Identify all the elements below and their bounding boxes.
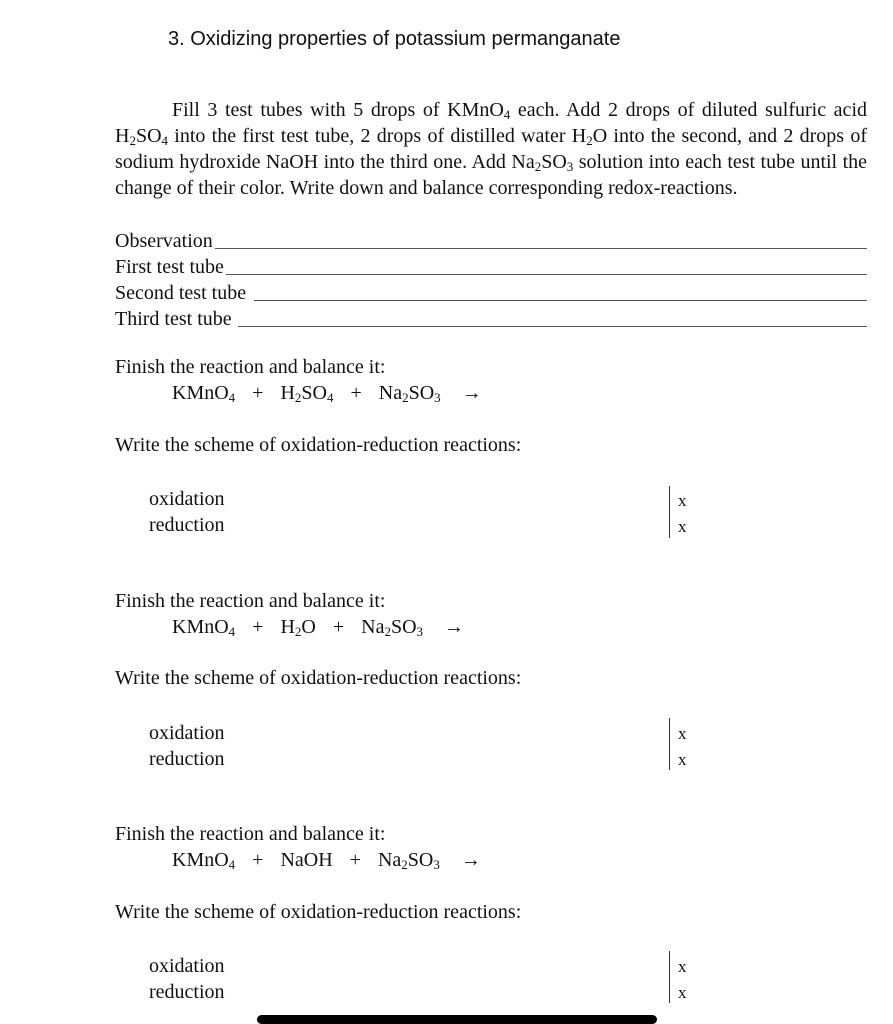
arrow-icon: → bbox=[444, 616, 465, 638]
arrow-icon: → bbox=[460, 849, 481, 871]
oxidation-label: oxidation bbox=[149, 488, 225, 510]
first-tube-line bbox=[226, 273, 867, 275]
observation-label: Observation bbox=[115, 230, 213, 252]
divider-1 bbox=[669, 486, 670, 538]
arrow-icon: → bbox=[461, 382, 482, 404]
x-marks-3: x x bbox=[678, 957, 687, 1002]
observation-field[interactable] bbox=[115, 227, 867, 253]
third-tube-field[interactable] bbox=[115, 305, 867, 331]
finish-label-2: Finish the reaction and balance it: bbox=[115, 590, 386, 612]
second-tube-label: Second test tube bbox=[115, 282, 247, 304]
reduction-label: reduction bbox=[149, 981, 225, 1003]
section-heading: 3. Oxidizing properties of potassium permanganate bbox=[168, 28, 621, 50]
finish-label-1: Finish the reaction and balance it: bbox=[115, 356, 386, 378]
observation-line bbox=[215, 247, 867, 249]
second-tube-field[interactable] bbox=[115, 279, 867, 305]
equation-2: KMnO$_4$ + $H_2O + Na_2SO_3$ → bbox=[172, 616, 465, 639]
x-marks-2: x x bbox=[678, 724, 687, 769]
second-tube-line bbox=[254, 299, 867, 301]
x-marks-1: x x bbox=[678, 491, 687, 536]
third-tube-label: Third test tube bbox=[115, 308, 232, 330]
reduction-label: reduction bbox=[149, 514, 225, 536]
oxidation-label: oxidation bbox=[149, 722, 225, 744]
equation-3: KMnO$_4$ + NaOH + $Na_2SO_3$ → bbox=[172, 849, 481, 872]
divider-3 bbox=[669, 951, 670, 1003]
divider-2 bbox=[669, 718, 670, 770]
scheme-label-1: Write the scheme of oxidation-reduction reactions: bbox=[115, 434, 522, 456]
oxidation-label: oxidation bbox=[149, 955, 225, 977]
scheme-label-2: Write the scheme of oxidation-reduction reactions: bbox=[115, 667, 522, 689]
first-tube-field[interactable] bbox=[115, 253, 867, 279]
equation-1: KMnO$_4$ + $H_2SO_4 + Na_2SO_3$ → bbox=[172, 382, 482, 405]
intro-paragraph: Fill 3 test tubes with 5 drops of KMnO$_4$ each. Add 2 drops of diluted sulfuric acid $H_2SO_4$ into the first test tube, 2 drops of distilled water $H_2O$ into the second, and 2 drops of sodium hydroxide NaOH into the third one. Add $Na_2SO_3$ solution into each test tube until the change of their color. Write down and balance corresponding redox-reactions. bbox=[115, 99, 867, 199]
scheme-2 bbox=[149, 720, 225, 772]
scheme-3 bbox=[149, 953, 225, 1005]
finish-label-3: Finish the reaction and balance it: bbox=[115, 823, 386, 845]
reduction-label: reduction bbox=[149, 748, 225, 770]
home-indicator[interactable] bbox=[257, 1015, 657, 1024]
scheme-1 bbox=[149, 486, 225, 538]
first-tube-label: First test tube bbox=[115, 256, 224, 278]
third-tube-line bbox=[238, 325, 867, 327]
scheme-label-3: Write the scheme of oxidation-reduction reactions: bbox=[115, 901, 522, 923]
